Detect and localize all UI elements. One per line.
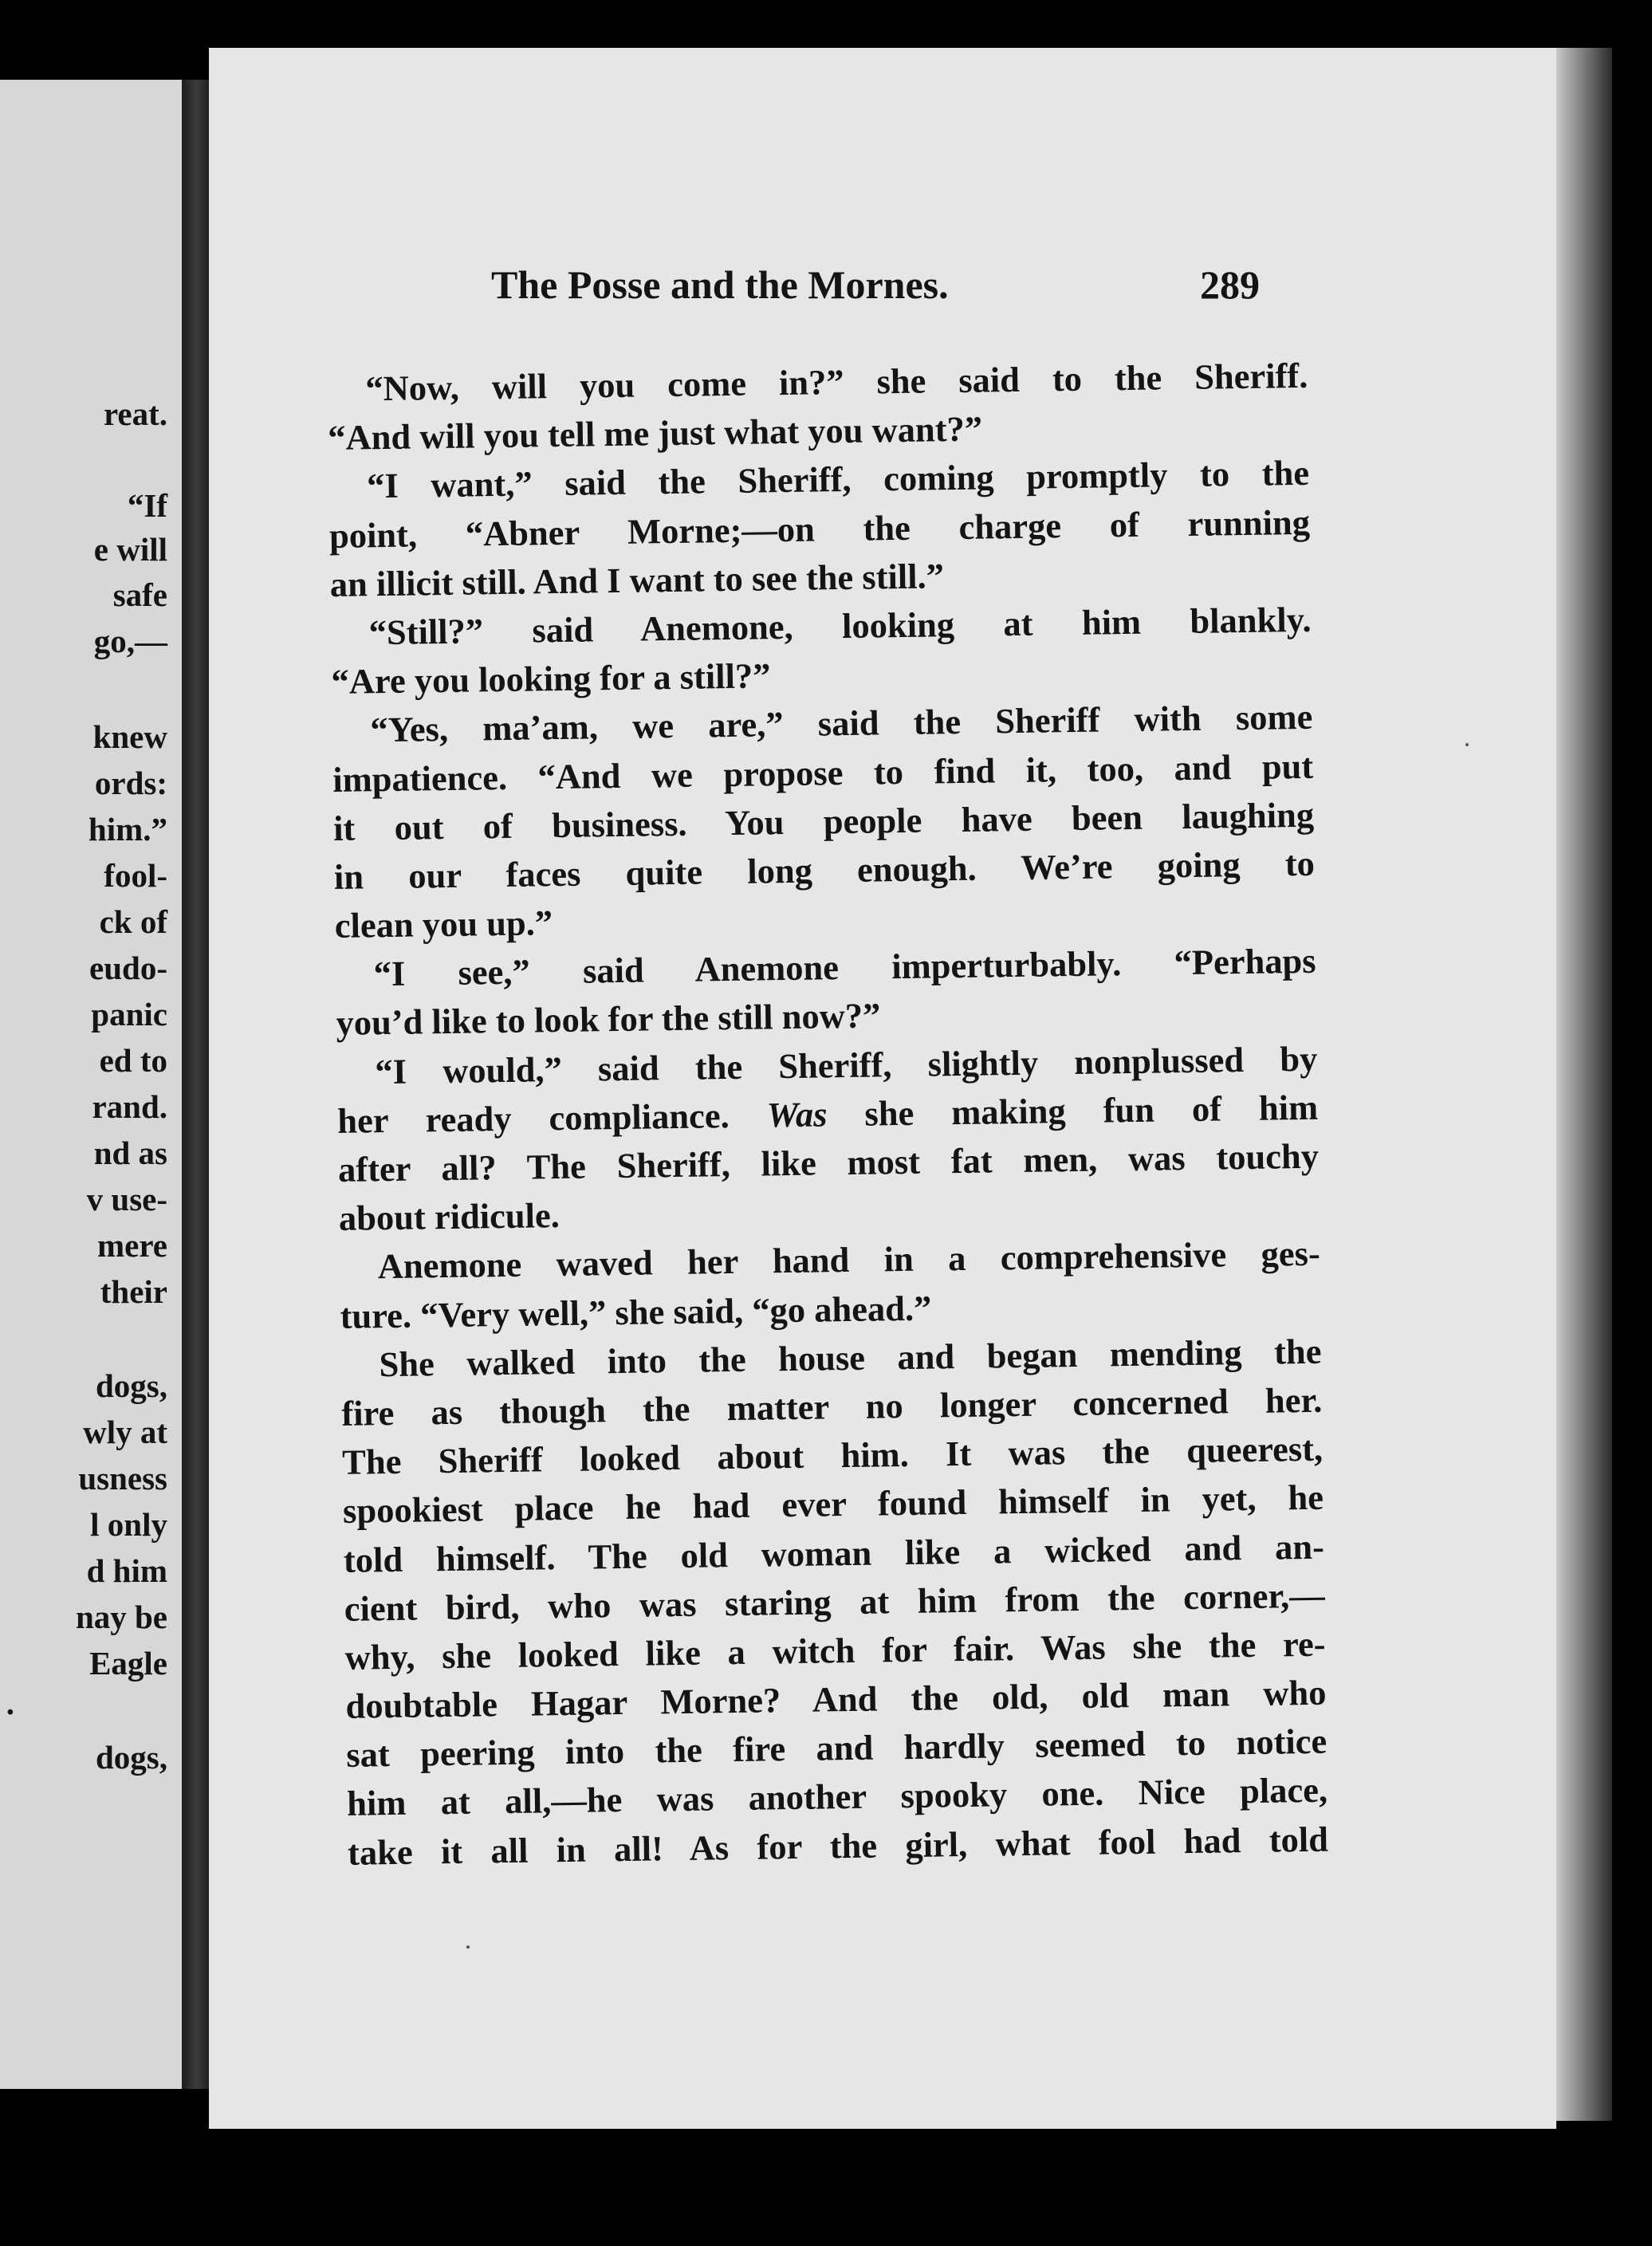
text-line: “Still?” said Anemone, looking at him blankly. <box>368 599 1312 653</box>
left-page-fragment: nd as <box>93 1135 167 1171</box>
emphasis-word: Was <box>766 1094 828 1135</box>
left-page-fragment: dogs, <box>95 1367 167 1404</box>
text-line: “I want,” said the Sheriff, coming promptly to the <box>366 453 1310 506</box>
left-page-fragment: d him <box>86 1552 167 1589</box>
text-line: ture. “Very well,” she said, “go ahead.” <box>340 1288 932 1336</box>
left-page-fragment: go,— <box>93 623 167 659</box>
body-text <box>327 352 1328 1878</box>
text-line: “Yes, ma’am, we are,” said the Sheriff with some <box>370 697 1313 750</box>
text-line: sat peering into the fire and hardly seemed to notice <box>345 1721 1328 1776</box>
left-page-fragment: their <box>100 1273 167 1310</box>
left-page-fragment: dogs, <box>95 1739 167 1776</box>
text-line: spookiest place he had ever found himself in yet, he <box>342 1477 1324 1532</box>
left-page-fragment: “If <box>127 487 167 524</box>
left-page-fragment: rand. <box>92 1088 167 1125</box>
text-line: him at all,—he was another spooky one. Nice place, <box>346 1770 1328 1824</box>
page-number: 289 <box>1200 262 1260 307</box>
left-page-fragment: ck of <box>99 903 167 940</box>
text-line: about ridicule. <box>338 1195 560 1239</box>
text-line: She walked into the house and began mending the <box>379 1331 1322 1384</box>
page-edge-shadow <box>1556 48 1612 2121</box>
text-line: impatience. “And we propose to find it, too, and put <box>332 745 1314 800</box>
left-page-fragment: usness <box>78 1460 167 1497</box>
text-line: told himself. The old woman like a wicked and an- <box>343 1526 1325 1580</box>
left-page-fragment: l only <box>90 1506 167 1543</box>
text-line: clean you up.” <box>334 903 553 946</box>
text-line: you’d like to look for the still now?” <box>336 995 881 1044</box>
text-line: take it all in all! As for the girl, what fool had told <box>347 1819 1329 1873</box>
paper-speck <box>466 1945 470 1949</box>
left-page-fragment: panic <box>91 996 167 1033</box>
left-page-fragment: Eagle <box>89 1645 167 1682</box>
text-line-end: she making fun of him <box>864 1087 1319 1134</box>
left-page-fragment: ords: <box>94 765 167 801</box>
text-line: in our faces quite long enough. We’re going to <box>333 843 1316 897</box>
left-page <box>0 80 182 2089</box>
text-line: The Sheriff looked about him. It was the queerest, <box>341 1428 1324 1482</box>
left-page-fragment: nay be <box>75 1599 167 1635</box>
text-line: doubtable Hagar Morne? And the old, old man who <box>345 1672 1327 1726</box>
left-page-fragment: wly at <box>83 1414 167 1450</box>
left-page-fragment: mere <box>96 1227 167 1264</box>
text-line-start: her ready compliance. <box>336 1095 730 1141</box>
left-page-fragment: v use- <box>86 1181 167 1217</box>
paper-speck <box>1465 743 1469 746</box>
text-line: it out of business. You people have been laughing <box>332 794 1315 848</box>
left-page-fragment: reat. <box>103 395 167 432</box>
left-page-fragment: ed to <box>99 1042 167 1079</box>
text-line: “Now, will you come in?” she said to the Sheriff. <box>365 355 1308 409</box>
text-line: “I would,” said the Sheriff, slightly nonplussed by <box>375 1038 1318 1092</box>
left-page-fragment: knew <box>92 718 167 755</box>
text-line: why, she looked like a witch for fair. Was she the re- <box>344 1623 1326 1678</box>
running-head <box>287 262 1260 309</box>
book-gutter <box>182 80 209 2089</box>
text-line: point, “Abner Morne;—on the charge of running <box>328 502 1311 556</box>
left-page-fragment: . <box>6 1685 14 1721</box>
running-head-title: The Posse and the Mornes. <box>491 262 949 307</box>
text-line: after all? The Sheriff, like most fat men, was touchy <box>337 1135 1320 1190</box>
left-page-fragment: fool- <box>104 857 167 894</box>
text-line: “Are you looking for a still?” <box>331 655 771 702</box>
left-page-fragment: him.” <box>88 811 167 848</box>
left-page-fragment: eudo- <box>89 950 167 986</box>
text-line: an illicit still. And I want to see the still.” <box>329 555 945 604</box>
text-line: fire as though the matter no longer concerned her. <box>341 1379 1323 1434</box>
text-line: “And will you tell me just what you want?” <box>327 408 983 458</box>
left-page-fragment: safe <box>112 576 167 613</box>
text-line: “I see,” said Anemone imperturbably. “Perhaps <box>373 941 1316 994</box>
text-line: cient bird, who was staring at him from the corner,— <box>344 1575 1326 1629</box>
text-line: Anemone waved her hand in a comprehensive ges- <box>377 1233 1321 1287</box>
left-page-fragment: e will <box>93 531 167 568</box>
